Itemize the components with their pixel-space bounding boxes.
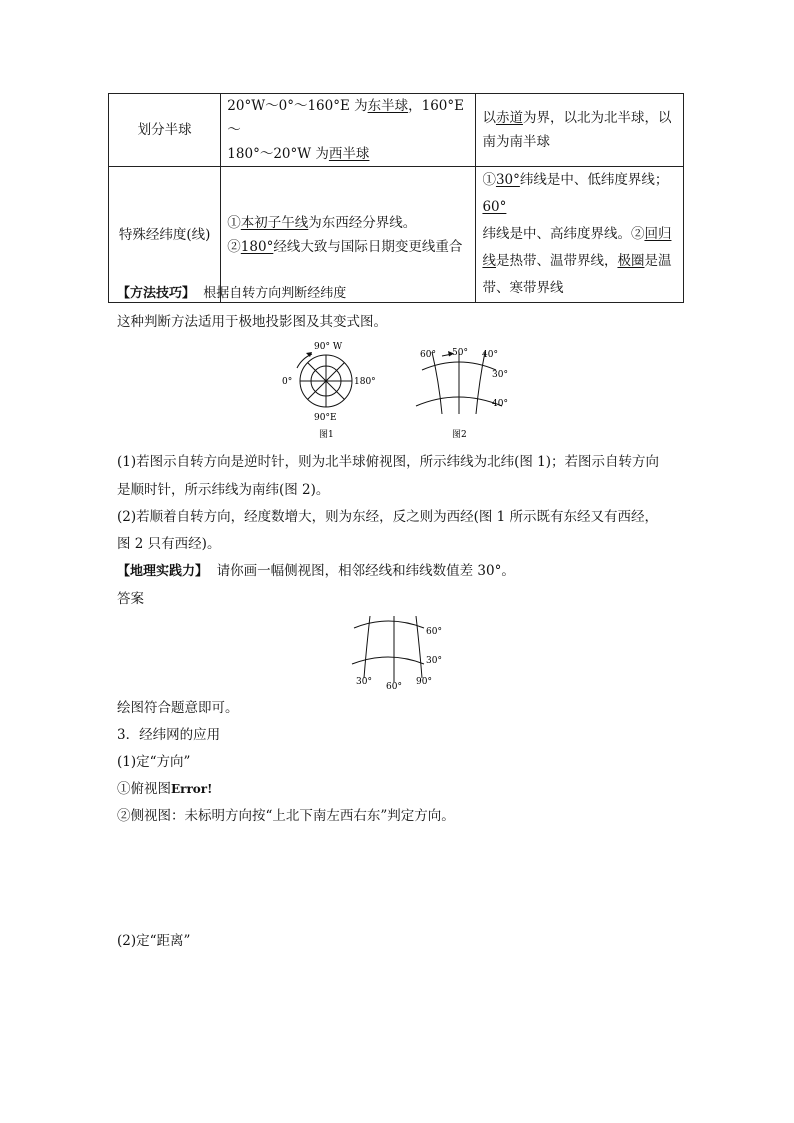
fig1-label-top: 90° W — [314, 342, 343, 352]
fig2-meridian-60 — [432, 352, 442, 414]
figure-1-polar-view — [278, 338, 382, 442]
fig2-label-lat-40: 40° — [492, 399, 508, 409]
answer-latitude-30 — [352, 657, 424, 664]
fig1-label-left: 0° — [282, 377, 293, 387]
row-header-special-lines: 特殊经纬度(线) — [109, 167, 221, 303]
cell-special-latitudes: ①30°纬线是中、低纬度界线；60° 纬线是中、高纬度界线。②回归 线是热带、温带界线，极圈是温 带、寒带界线 — [476, 167, 684, 303]
fig2-label-lon-60: 60° — [420, 350, 436, 360]
practice-heading: 【地理实践力】 请你画一幅侧视图，相邻经线和纬线数值差 30°。 — [117, 563, 515, 579]
answer-latitude-60 — [354, 621, 424, 628]
method-heading: 【方法技巧】 根据自转方向判断经纬度 — [117, 286, 347, 301]
answer-label-lon-60: 60° — [386, 682, 402, 692]
answer-label-lat-60: 60° — [426, 627, 442, 637]
coordinate-table — [108, 93, 684, 303]
table-row — [109, 94, 684, 167]
fig1-label-bottom: 90°E — [314, 413, 337, 423]
section-3-item-top-view: ①俯视图Error! — [117, 781, 213, 797]
method-paragraph-1b: 是顺时针，所示纬线为南纬(图 2)。 — [117, 482, 330, 498]
answer-label: 答案 — [117, 591, 144, 607]
fig1-label-right: 180° — [354, 377, 376, 387]
answer-figure-side-view — [348, 612, 452, 692]
fig1-caption: 图1 — [319, 430, 334, 440]
fig2-label-lat-30: 30° — [492, 370, 508, 380]
method-intro: 这种判断方法适用于极地投影图及其变式图。 — [117, 314, 387, 330]
cell-longitude-hemisphere: 20°W～0°～160°E 为东半球，160°E～ 180°～20°W 为西半球 — [221, 94, 476, 167]
answer-meridian-30 — [364, 616, 370, 678]
section-3-sub-direction: (1)定“方向” — [117, 754, 191, 770]
table-row — [109, 167, 684, 303]
answer-label-lat-30: 30° — [426, 656, 442, 666]
answer-note: 绘图符合题意即可。 — [117, 700, 239, 716]
section-3-sub-distance: (2)定“距离” — [117, 933, 191, 949]
cell-latitude-hemisphere: 以赤道为界，以北为北半球，以 南为南半球 — [476, 94, 684, 167]
method-paragraph-2b: 图 2 只有西经)。 — [117, 536, 221, 552]
answer-label-lon-90: 90° — [416, 677, 432, 687]
fig2-label-lon-40: 40° — [482, 350, 498, 360]
fig2-meridian-40 — [476, 352, 485, 414]
cell-special-longitudes: ①本初子午线为东西经分界线。 ②180°经线大致与国际日期变更线重合 — [221, 167, 476, 303]
section-3-title: 3．经纬网的应用 — [117, 727, 221, 743]
answer-label-lon-30: 30° — [356, 677, 372, 687]
error-text: Error! — [171, 782, 213, 796]
fig2-label-lon-50: 50° — [452, 348, 468, 358]
figure-2-polar-variant — [412, 342, 522, 442]
row-header-hemisphere: 划分半球 — [109, 94, 221, 167]
fig2-caption: 图2 — [452, 430, 467, 440]
method-paragraph-1a: (1)若图示自转方向是逆时针，则为北半球俯视图，所示纬线为北纬(图 1)；若图示自转方向 — [117, 454, 660, 470]
method-paragraph-2a: (2)若顺着自转方向，经度数增大，则为东经，反之则为西经(图 1 所示既有东经又有西经， — [117, 509, 659, 525]
section-3-item-side-view: ②侧视图：未标明方向按“上北下南左西右东”判定方向。 — [117, 808, 455, 824]
answer-meridian-90 — [416, 616, 422, 678]
